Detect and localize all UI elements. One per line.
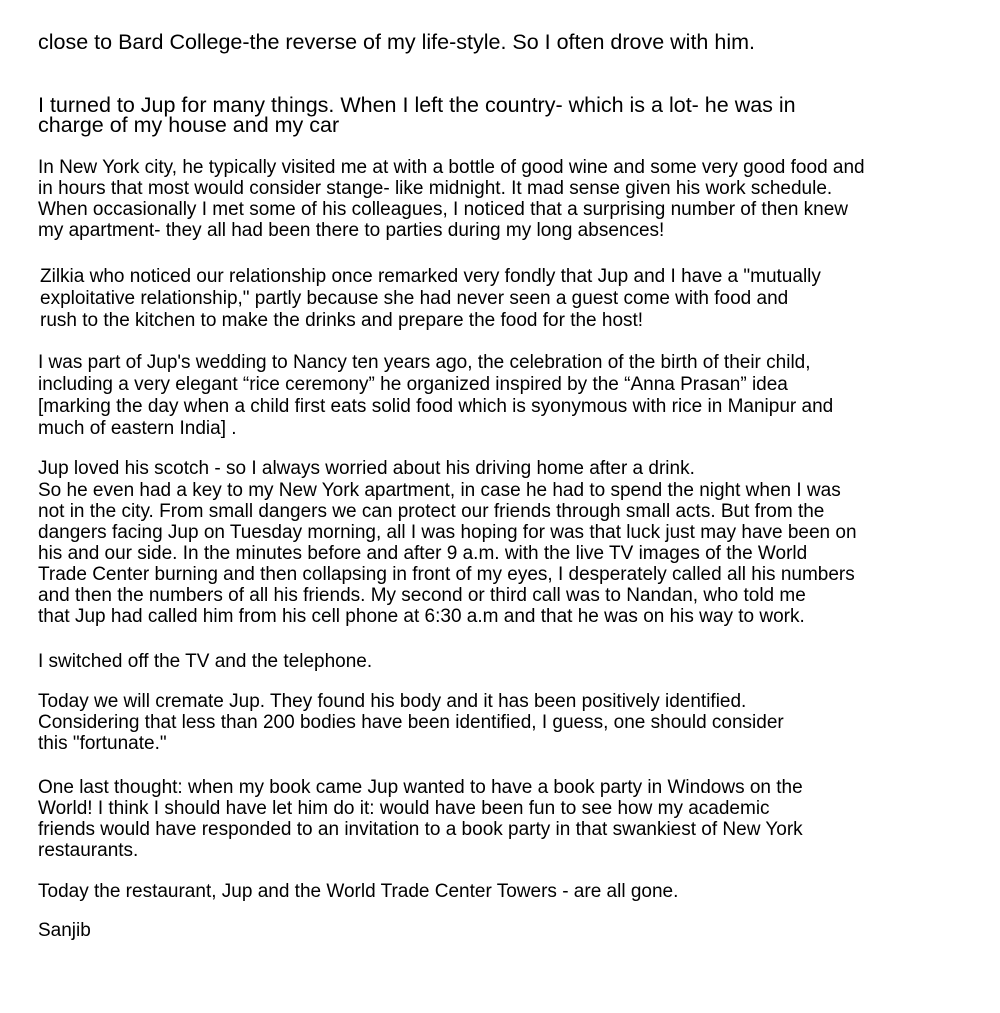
text-line: World! I think I should have let him do it: would have been fun to see how my academic xyxy=(38,798,770,819)
text-line: this "fortunate." xyxy=(38,733,167,754)
text-line: rush to the kitchen to make the drinks and prepare the food for the host! xyxy=(40,310,644,331)
text-line: Jup loved his scotch - so I always worried about his driving home after a drink. xyxy=(38,458,695,479)
text-line: not in the city. From small dangers we can protect our friends through small acts. But from the xyxy=(38,501,825,522)
text-line: Today we will cremate Jup. They found his body and it has been positively identified. xyxy=(38,691,747,712)
signature-name: Sanjib xyxy=(38,920,91,941)
text-line: dangers facing Jup on Tuesday morning, all I was hoping for was that luck just may have been on xyxy=(38,522,857,543)
text-line: exploitative relationship," partly because she had never seen a guest come with food and xyxy=(40,288,789,309)
text-line: restaurants. xyxy=(38,840,139,861)
text-line: my apartment- they all had been there to parties during my long absences! xyxy=(38,220,665,241)
text-line: much of eastern India] . xyxy=(38,418,237,439)
text-line: in hours that most would consider stange- like midnight. It mad sense given his work schedule. xyxy=(38,178,833,199)
text-line: So he even had a key to my New York apartment, in case he had to spend the night when I was xyxy=(38,480,841,501)
text-line: Zilkia who noticed our relationship once remarked very fondly that Jup and I have a "mutually xyxy=(40,266,821,287)
text-line: I was part of Jup's wedding to Nancy ten years ago, the celebration of the birth of their child, xyxy=(38,352,811,373)
text-line: I switched off the TV and the telephone. xyxy=(38,651,373,672)
text-line: that Jup had called him from his cell phone at 6:30 a.m and that he was on his way to work. xyxy=(38,606,805,627)
text-line: and then the numbers of all his friends. My second or third call was to Nandan, who told me xyxy=(38,585,806,606)
text-line: I turned to Jup for many things. When I left the country- which is a lot- he was in xyxy=(38,93,796,117)
text-line: charge of my house and my car xyxy=(38,113,340,137)
text-line: One last thought: when my book came Jup wanted to have a book party in Windows on the xyxy=(38,777,803,798)
text-line: Trade Center burning and then collapsing in front of my eyes, I desperately called all his numbers xyxy=(38,564,855,585)
text-line: In New York city, he typically visited me at with a bottle of good wine and some very good food and xyxy=(38,157,865,178)
text-line: [marking the day when a child first eats solid food which is syonymous with rice in Manipur and xyxy=(38,396,834,417)
text-line: Today the restaurant, Jup and the World Trade Center Towers - are all gone. xyxy=(38,881,679,902)
text-line: friends would have responded to an invitation to a book party in that swankiest of New York xyxy=(38,819,803,840)
text-line: his and our side. In the minutes before and after 9 a.m. with the live TV images of the World xyxy=(38,543,808,564)
text-line: When occasionally I met some of his colleagues, I noticed that a surprising number of then knew xyxy=(38,199,849,220)
text-line: close to Bard College-the reverse of my life-style. So I often drove with him. xyxy=(38,30,755,54)
text-line: Considering that less than 200 bodies have been identified, I guess, one should consider xyxy=(38,712,784,733)
text-line: including a very elegant “rice ceremony” he organized inspired by the “Anna Prasan” idea xyxy=(38,374,788,395)
